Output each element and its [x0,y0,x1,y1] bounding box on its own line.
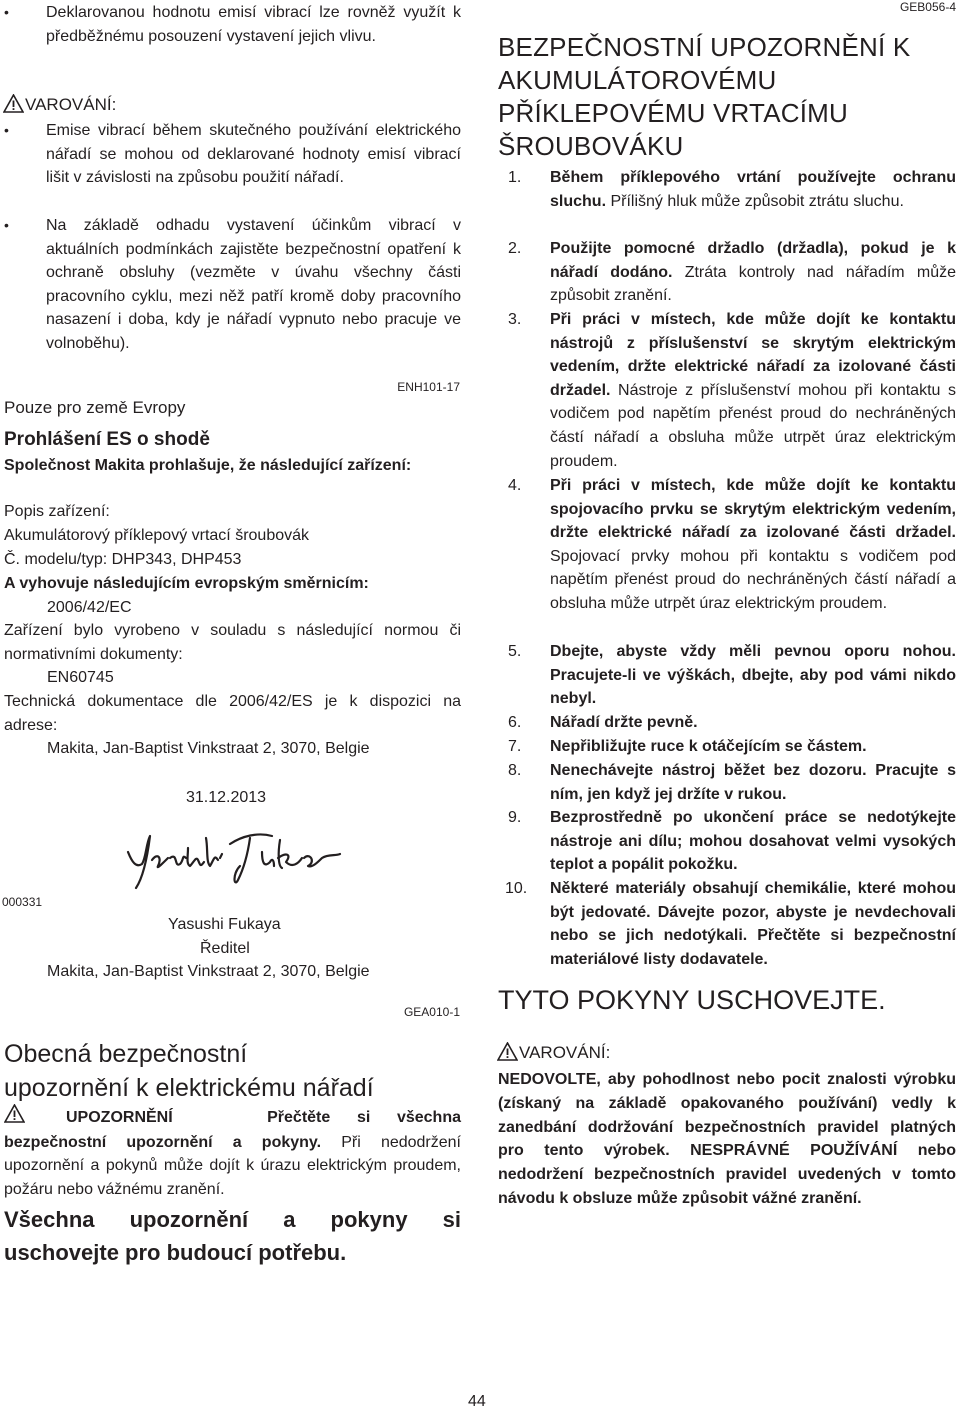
list-item-number: 4. [508,477,522,494]
bullet-dot: • [4,122,9,138]
page-number: 44 [468,1393,486,1410]
list-item-normal: Ztráta kontroly nad nářadím může způsobit zranění. [550,263,956,305]
list-item-text [550,237,956,308]
techdoc-label: Technická dokumentace dle 2006/42/ES je k dispozici na adrese: [4,693,461,734]
code-000331: 000331 [2,895,43,909]
list-item-text [550,759,956,806]
bullet-dot: • [4,4,9,20]
warning-heading-label: VAROVÁNÍ: [25,95,117,114]
warning-heading-left [3,94,116,118]
warning-bullet-1-text: Emise vibrací během skutečného používání elektrického nářadí se mohou od deklarované hodnoty emisí vibrací lišit v závislosti na způsobu použití nářadí. [46,122,461,187]
caution-block [4,1104,461,1201]
directives-label: A vyhovuje následujícím evropským směrnicím: [4,575,369,592]
safety-title-line-3: PŘÍKLEPOVÉMU VRTACÍMU [498,98,848,128]
caution-first-line [4,1104,461,1131]
description-value: Akumulátorový příklepový vrtací šroubovák [4,527,310,544]
list-item-normal: Přílišný hluk může způsobit ztrátu sluchu. [606,192,904,210]
list-item-number: 8. [508,762,522,779]
safety-title-line-2: AKUMULÁTOROVÉMU [498,65,777,95]
es-declaration-title: Prohlášení ES o shodě [4,429,210,450]
warning-heading-label: VAROVÁNÍ: [519,1043,611,1062]
keep-instructions-title: TYTO POKYNY USCHOVEJTE. [498,985,886,1015]
list-item-text [550,640,956,711]
list-item-bold: Nepřibližujte ruce k otáčejícím se částem. [550,738,867,755]
intro-bullet-block [4,0,461,72]
list-item-text [550,711,956,735]
signer-title: Ředitel [200,940,250,957]
list-item-bold: Použijte pomocné držadlo (držadla), pokud je k nářadí dodáno. [550,240,956,281]
list-item-bold: Při práci v místech, kde může dojít ke kontaktu nástrojů z příslušenství se skrytým elektrickým vedením, držte elektrické nářadí za izolované části držadel. [550,311,956,399]
caution-read-prefix: Přečtěte si všechna [267,1108,461,1126]
list-item-bold: Při práci v místech, kde může dojít ke kontaktu spojovacího prvku se skrytým elektrickým vedením, držte elektrické nářadí za izolované části držadel. [550,477,956,542]
list-item-number: 1. [508,169,522,186]
list-item-number: 5. [508,643,522,660]
code-enh: ENH101-17 [397,380,460,394]
signer-name: Yasushi Fukaya [168,916,281,933]
list-item-bold: Nářadí držte pevně. [550,714,698,731]
keep-instructions-note: Všechna upozornění a pokyny si uschovejte pro budoucí potřebu. [4,1207,461,1265]
warning-text-right: NEDOVOLTE, aby pohodlnost nebo pocit znalosti výrobku (získaný na základě opakovaného používání) vedly k zanedbání dodržování bezpečnostních pravidel platných pro tento výrobek. NESPRÁVNÉ POUŽÍVÁNÍ nebo nedodržení bezpečnostních pravidel uvedených v tomto návodu k obsluze může způsobit vážné zranění. [498,1071,956,1207]
list-item-text [550,308,956,473]
signer-address: Makita, Jan-Baptist Vinkstraat 2, 3070, Belgie [47,963,370,980]
list-item-text [550,166,956,213]
list-item-text [550,877,956,971]
list-item-number: 10. [505,880,528,897]
warning-triangle-icon [497,1042,518,1066]
general-title-line-1: Obecná bezpečnostní [4,1040,248,1068]
list-item-number: 6. [508,714,522,731]
signature-image [122,818,347,898]
list-item-text [550,474,956,616]
list-item-bold: Některé materiály obsahují chemikálie, které mohou být jedovaté. Dávejte pozor, abyste je nevdechovali nebo se jich nedotýkali. Přečtěte si bezpečnostní materiálové listy dodavatele. [550,880,956,968]
caution-body [4,1131,461,1202]
code-geb: GEB056-4 [899,0,956,14]
list-item-normal: Nástroje z příslušenství mohou při kontaktu s vodičem pod napětím přenést proud do nechráněných částí nářadí a obsluha může utrpět úraz elektrickým proudem. [550,381,956,470]
warning-triangle-icon [3,94,24,118]
list-item-bold: Během příklepového vrtání používejte ochranu sluchu. [550,169,956,210]
safety-title-line-4: ŠROUBOVÁKU [498,131,684,161]
model-line: Č. modelu/typ: DHP343, DHP453 [4,551,242,568]
warning-heading-right [497,1042,610,1066]
bullet-dot: • [4,217,9,233]
list-item-text [550,806,956,877]
description-label: Popis zařízení: [4,503,110,520]
code-gea: GEA010-1 [403,1005,460,1019]
safety-title-line-1: BEZPEČNOSTNÍ UPOZORNĚNÍ K [498,32,911,62]
safety-title [498,31,956,163]
caution-label: UPOZORNĚNÍ [66,1108,173,1126]
caution-normal-text: Při nedodržení upozornění a pokynů může dojít k úrazu elektrickým proudem, požáru nebo vážnému zranění. [4,1133,462,1198]
company-declares: Společnost Makita prohlašuje, že následující zařízení: [4,457,412,474]
list-item-bold: Bezprostředně po ukončení práce se nedotýkejte nástroje ani dílu; mohou dosahovat velmi vysokých teplot a popálit pokožku. [550,809,956,874]
address-line: Makita, Jan-Baptist Vinkstraat 2, 3070, Belgie [47,740,370,757]
list-item-number: 2. [508,240,522,257]
date-line: 31.12.2013 [186,789,267,806]
general-title-line-2: upozornění k elektrickému nářadí [4,1074,374,1102]
standard-value: EN60745 [47,669,114,686]
directive-value: 2006/42/EC [47,599,132,616]
eu-only-heading: Pouze pro země Evropy [4,398,186,417]
list-item-normal: Spojovací prvky mohou při kontaktu s vodičem pod napětím přenést proud do nechráněných částí nářadí a obsluha může utrpět úraz elektrickým proudem. [550,547,956,612]
list-item-text [550,735,956,759]
warning-bullet-2-text: Na základě odhadu vystavení účinkům vibrací v aktuálních podmínkách zajistěte bezpečnostní opatření k ochraně obsluhy (vezměte v úvahu všechny části pracovního cyklu, mezi něž patří kromě doby pracovního nasazení i doba, kdy je nářadí vypnuto nebo pracuje ve volnoběhu). [46,217,461,352]
list-item-number: 9. [508,809,522,826]
list-item-number: 7. [508,738,522,755]
list-item-bold: Nenechávejte nástroj běžet bez dozoru. Pracujte s ním, jen když jej držíte v rukou. [550,762,956,803]
warning-triangle-icon [4,1104,25,1131]
list-item-number: 3. [508,311,522,328]
standard-label: Zařízení bylo vyrobeno v souladu s následující normou či normativními dokumenty: [4,622,461,663]
intro-bullet-text: Deklarovanou hodnotu emisí vibrací lze rovněž využít k předběžnému posouzení vystavení jejich vlivu. [46,4,461,45]
list-item-bold: Dbejte, abyste vždy měli pevnou oporu nohou. Pracujete-li ve výškách, dbejte, aby pod vámi nikdo nebyl. [550,643,956,708]
caution-bold-text: bezpečnostní upozornění a pokyny. [4,1133,322,1151]
